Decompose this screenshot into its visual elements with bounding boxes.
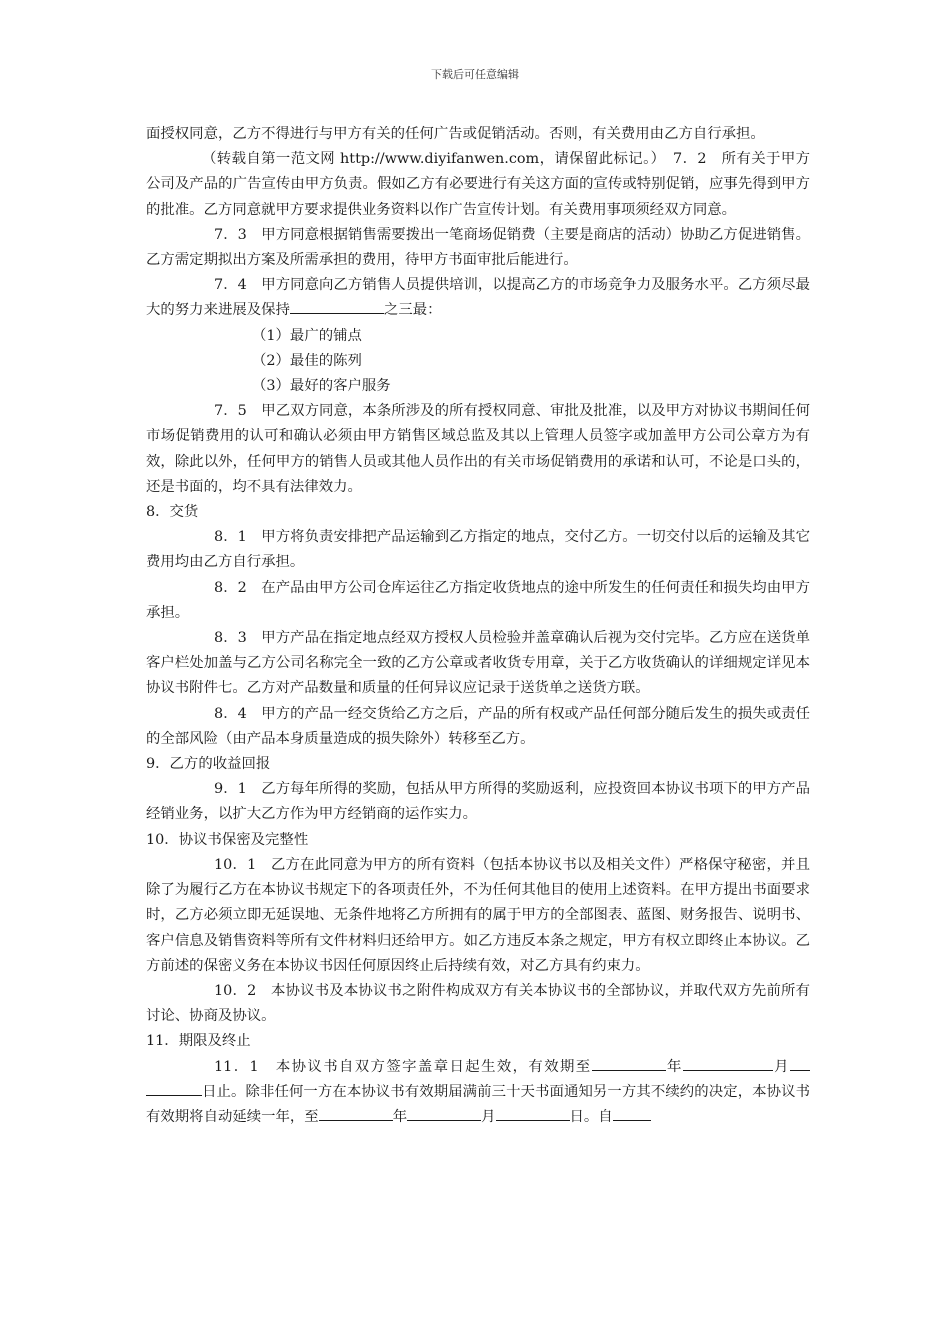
paragraph: [146, 273, 810, 323]
paragraph-text: 月: [481, 1108, 496, 1125]
blank-line: [319, 1105, 393, 1121]
paragraph: 7．5 甲乙双方同意，本条所涉及的所有授权同意、审批及批准，以及甲方对协议书期间任何市场促销费用的认可和确认必须由甲方销售区域总监及其以上管理人员签字或加盖甲方公司公章方为有效，除此以外，任何甲方的销售人员或其他人员作出的有关市场促销费用的承诺和认可，不论是口头的，还是书面的，均不具有法律效力。: [146, 403, 810, 495]
paragraph-text: 月: [772, 1058, 790, 1075]
document-body: [146, 122, 810, 1130]
blank-line: [790, 1055, 810, 1071]
blank-line: [592, 1055, 666, 1071]
section-heading: 8．交货: [146, 504, 199, 521]
paragraph: 8．2 在产品由甲方公司仓库运往乙方指定收货地点的途中所发生的任何责任和损失均由甲方承担。: [146, 579, 810, 621]
blank-line: [613, 1105, 651, 1121]
paragraph: 8．1 甲方将负责安排把产品运输到乙方指定的地点，交付乙方。一切交付以后的运输及其它费用均由乙方自行承担。: [146, 529, 810, 571]
paragraph-text: 11．1 本协议书自双方签字盖章日起生效，有效期至: [214, 1058, 592, 1075]
blank-line: [683, 1055, 773, 1071]
paragraph: 8．4 甲方的产品一经交货给乙方之后，产品的所有权或产品任何部分随后发生的损失或责任的全部风险（由产品本身质量造成的损失除外）转移至乙方。: [146, 705, 810, 747]
paragraph: （转载自第一范文网 http://www.diyifanwen.com，请保留此标记。） 7．2 所有关于甲方公司及产品的广告宣传由甲方负责。假如乙方有必要进行有关这方面的宣传或特别促销，应事先得到甲方的批准。乙方同意就甲方要求提供业务资料以作广告宣传计划。有关费用事项须经双方同意。: [146, 151, 810, 218]
paragraph: 9．1 乙方每年所得的奖励，包括从甲方所得的奖励返利，应投资回本协议书项下的甲方产品经销业务，以扩大乙方作为甲方经销商的运作实力。: [146, 781, 810, 823]
paragraph: [146, 1055, 810, 1131]
page-header: 下载后可任意编辑: [431, 68, 519, 81]
list-item: （2）最佳的陈列: [252, 352, 362, 369]
blank-line: [146, 1080, 202, 1096]
paragraph-text: 之三最：: [383, 302, 442, 319]
paragraph: 10．2 本协议书及本协议书之附件构成双方有关本协议书的全部协议，并取代双方先前所有讨论、协商及协议。: [146, 982, 810, 1025]
paragraph-text: 日止。除非任何一方在本协议书有效期届满前三十天书面通知另一方其不续约的决定，本协议书有效期将自动延续一年，至: [146, 1083, 810, 1125]
paragraph: 10．1 乙方在此同意为甲方的所有资料（包括本协议书以及相关文件）严格保守秘密，并且除了为履行乙方在本协议书规定下的各项责任外，不为任何其他目的使用上述资料。在甲方提出书面要求时，乙方必须立即无延误地、无条件地将乙方所拥有的属于甲方的全部图表、蓝图、财务报告、说明书、客户信息及销售资料等所有文件材料归还给甲方。如乙方违反本条之规定，甲方有权立即终止本协议。乙方前述的保密义务在本协议书因任何原因终止后持续有效，对乙方具有约束力。: [146, 856, 810, 974]
paragraph: 8．3 甲方产品在指定地点经双方授权人员检验并盖章确认后视为交付完毕。乙方应在送货单客户栏处加盖与乙方公司名称完全一致的乙方公章或者收货专用章，关于乙方收货确认的详细规定详见本协议书附件七。乙方对产品数量和质量的任何异议应记录于送货单之送货方联。: [146, 630, 810, 697]
paragraph: 面授权同意，乙方不得进行与甲方有关的任何广告或促销活动。否则，有关费用由乙方自行承担。: [146, 126, 765, 142]
blank-line: [496, 1105, 570, 1121]
blank-line: [407, 1105, 481, 1121]
section-heading: 10．协议书保密及完整性: [146, 831, 309, 848]
paragraph-text: 年: [665, 1058, 683, 1075]
paragraph-text: 7．4 甲方同意向乙方销售人员提供培训，以提高乙方的市场竞争力及服务水平。乙方须尽最大的努力来进展及保持: [146, 277, 810, 319]
paragraph: 7．3 甲方同意根据销售需要拨出一笔商场促销费（主要是商店的活动）协助乙方促进销售。乙方需定期拟出方案及所需承担的费用，待甲方书面审批后能进行。: [146, 226, 810, 269]
paragraph-text: 日。自: [569, 1108, 613, 1125]
list-item: （1）最广的铺点: [252, 327, 362, 344]
list-item: （3）最好的客户服务: [252, 378, 391, 395]
section-heading: 9．乙方的收益回报: [146, 756, 271, 773]
blank-line: [290, 298, 384, 314]
section-heading: 11．期限及终止: [146, 1033, 251, 1050]
paragraph-text: 年: [392, 1108, 408, 1125]
